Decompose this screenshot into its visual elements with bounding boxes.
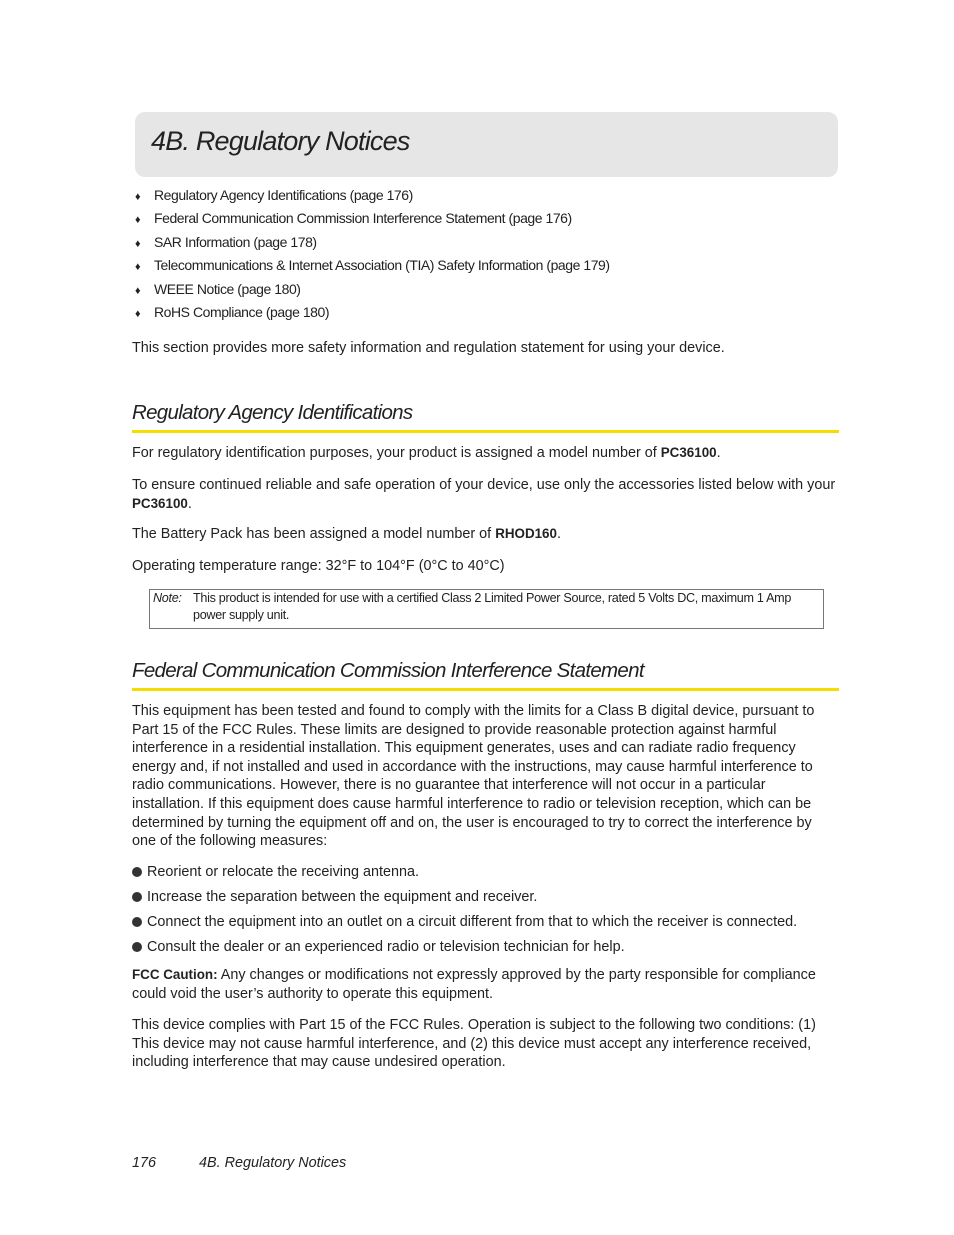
list-item[interactable]: ♦ RoHS Compliance (page 180) <box>135 302 610 325</box>
note-label: Note: <box>153 591 182 605</box>
list-item[interactable]: ♦ SAR Information (page 178) <box>135 232 610 255</box>
bullet-icon <box>132 942 142 952</box>
section-title-fcc: Federal Communication Commission Interference Statement <box>132 659 839 691</box>
note-box <box>149 589 824 629</box>
diamond-bullet-icon: ♦ <box>135 237 141 250</box>
model-number: PC36100 <box>132 495 188 511</box>
measures-list <box>132 862 797 962</box>
section-title-regulatory: Regulatory Agency Identifications <box>132 401 839 433</box>
list-item: Connect the equipment into an outlet on a circuit different from that to which the receiver is connected. <box>132 912 797 937</box>
fcc-conditions-paragraph: This device complies with Part 15 of the FCC Rules. Operation is subject to the following two conditions: (1) This device may not cause harmful interference, and (2) this device must accept any interference received, including interference that may cause undesired operation. <box>132 1017 816 1071</box>
model-number-paragraph: For regulatory identification purposes, your product is assigned a model number of PC36100. <box>132 445 721 461</box>
list-item[interactable]: ♦ WEEE Notice (page 180) <box>135 279 610 302</box>
fcc-paragraph: This equipment has been tested and found to comply with the limits for a Class B digital device, pursuant to Part 15 of the FCC Rules. These limits are designed to provide reasonable protection against harmful interference in a residential installation. This equipment generates, uses and can radiate radio frequency energy and, if not installed and used in accordance with the instructions, may cause harmful interference to radio communications. However, there is no guarantee that interference will not occur in a particular installation. If this equipment does cause harmful interference to radio or television reception, which can be determined by turning the equipment off and on, the user is encouraged to try to correct the interference by one of the following measures: <box>132 703 815 850</box>
list-item[interactable]: ♦ Regulatory Agency Identifications (page 176) <box>135 185 610 208</box>
accessories-paragraph: To ensure continued reliable and safe operation of your device, use only the accessories listed below with your PC36100. <box>132 477 836 512</box>
bullet-icon <box>132 892 142 902</box>
page-number: 176 <box>132 1155 157 1171</box>
list-item[interactable]: ♦ Federal Communication Commission Interference Statement (page 176) <box>135 208 610 231</box>
list-item: Increase the separation between the equipment and receiver. <box>132 887 797 912</box>
chapter-title: 4B. Regulatory Notices <box>151 126 410 156</box>
diamond-bullet-icon: ♦ <box>135 307 141 320</box>
model-number: PC36100 <box>660 445 717 460</box>
temperature-paragraph: Operating temperature range: 32°F to 104°F (0°C to 40°C) <box>132 558 505 574</box>
fcc-caution-paragraph: FCC Caution: Any changes or modifications not expressly approved by the party responsible for compliance could void the user’s authority to operate this equipment. <box>132 967 816 1002</box>
footer-section-title: 4B. Regulatory Notices <box>199 1155 347 1171</box>
list-item: Reorient or relocate the receiving antenna. <box>132 862 797 887</box>
bullet-icon <box>132 867 142 877</box>
intro-paragraph: This section provides more safety information and regulation statement for using your device. <box>132 340 725 356</box>
chapter-header <box>135 112 838 177</box>
diamond-bullet-icon: ♦ <box>135 261 141 274</box>
battery-model-number: RHOD160 <box>495 526 557 541</box>
list-item: Consult the dealer or an experienced radio or television technician for help. <box>132 937 797 962</box>
diamond-bullet-icon: ♦ <box>135 284 141 297</box>
section-list <box>135 185 610 325</box>
list-item[interactable]: ♦ Telecommunications & Internet Association (TIA) Safety Information (page 179) <box>135 255 610 278</box>
caution-label: FCC Caution: <box>132 967 218 982</box>
battery-paragraph: The Battery Pack has been assigned a model number of RHOD160. <box>132 526 561 542</box>
bullet-icon <box>132 917 142 927</box>
diamond-bullet-icon: ♦ <box>135 191 141 203</box>
note-text: This product is intended for use with a certified Class 2 Limited Power Source, rated 5 Volts DC, maximum 1 Amp power supply unit. <box>193 591 792 622</box>
diamond-bullet-icon: ♦ <box>135 214 141 227</box>
